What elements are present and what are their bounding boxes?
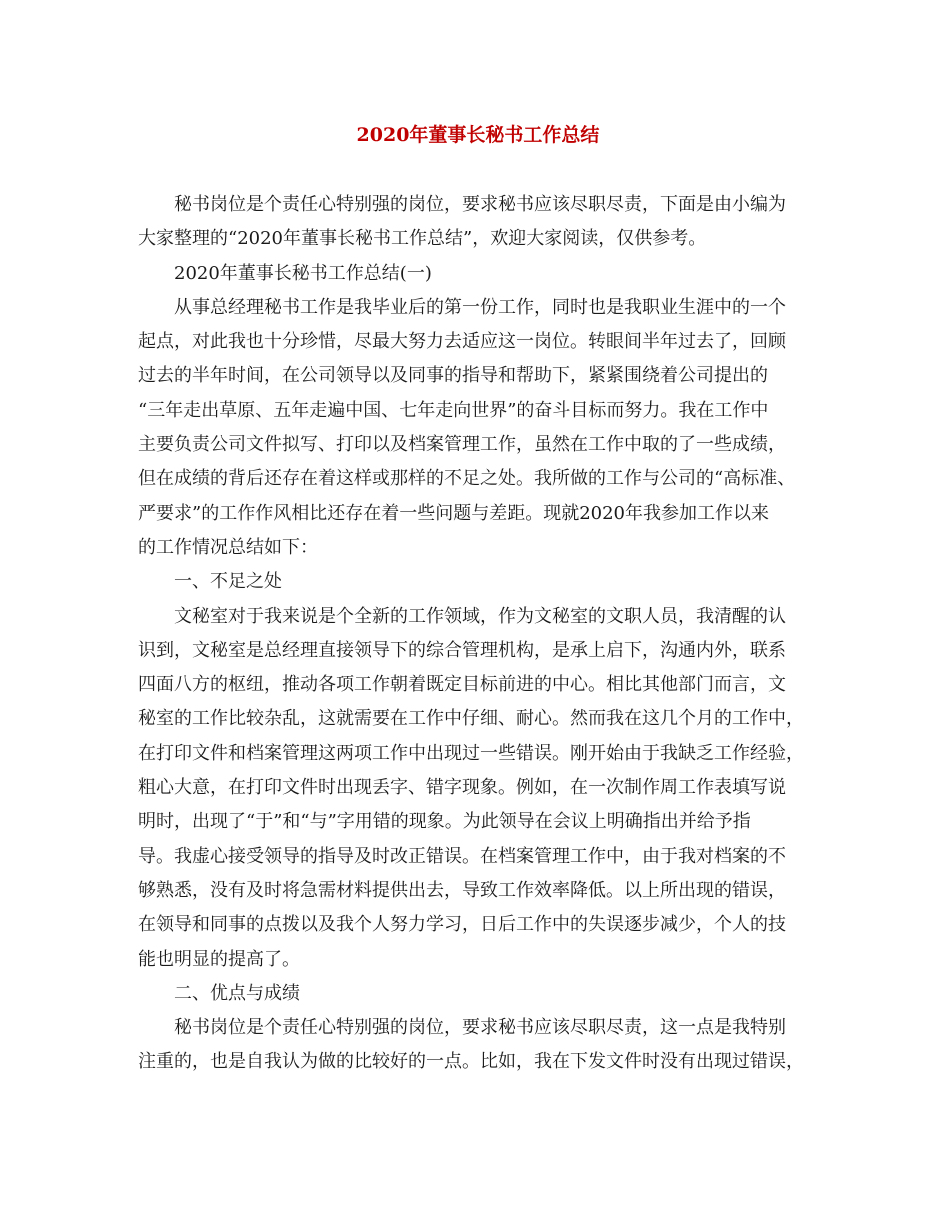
text-line: 严要求”的工作作风相比还存在着一些问题与差距。现就2020年我参加工作以来: [138, 502, 770, 524]
document-title: 2020年董事长秘书工作总结: [356, 124, 600, 146]
text-line: 起点，对此我也十分珍惜，尽最大努力去适应这一岗位。转眼间半年过去了，回顾: [138, 331, 786, 353]
text-line: “三年走出草原、五年走遍中国、七年走向世界”的奋斗目标而努力。我在工作中: [138, 399, 769, 421]
text-line: 识到，文秘室是总经理直接领导下的综合管理机构，是承上启下，沟通内外，联系: [138, 639, 786, 661]
text-line: 明时，出现了“于”和“与”字用错的现象。为此领导在会议上明确指出并给予指: [138, 811, 751, 833]
text-line: 大家整理的“2020年董事长秘书工作总结”，欢迎大家阅读，仅供参考。: [138, 228, 707, 250]
text-line: 主要负责公司文件拟写、打印以及档案管理工作，虽然在工作中取的了一些成绩，: [138, 434, 786, 456]
text-line: 一、不足之处: [174, 571, 282, 593]
text-line: 秘室的工作比较杂乱，这就需要在工作中仔细、耐心。然而我在这几个月的工作中，: [138, 708, 804, 730]
text-line: 文秘室对于我来说是个全新的工作领域，作为文秘室的文职人员，我清醒的认: [174, 605, 786, 627]
text-line: 的工作情况总结如下：: [138, 536, 318, 558]
document-body: [138, 188, 818, 1080]
text-line: 够熟悉，没有及时将急需材料提供出去，导致工作效率降低。以上所出现的错误，: [138, 879, 786, 901]
text-line: 在领导和同事的点拨以及我个人努力学习，日后工作中的失误逐步减少，个人的技: [138, 914, 786, 936]
text-line: 导。我虚心接受领导的指导及时改正错误。在档案管理工作中，由于我对档案的不: [138, 845, 786, 867]
text-line: 在打印文件和档案管理这两项工作中出现过一些错误。刚开始由于我缺乏工作经验，: [138, 742, 804, 764]
text-line: 四面八方的枢纽，推动各项工作朝着既定目标前进的中心。相比其他部门而言，文: [138, 674, 786, 696]
document-page: [138, 120, 818, 1080]
text-line: 从事总经理秘书工作是我毕业后的第一份工作，同时也是我职业生涯中的一个: [174, 296, 786, 318]
text-line: 但在成绩的背后还存在着这样或那样的不足之处。我所做的工作与公司的“高标准、: [138, 468, 796, 490]
text-line: 秘书岗位是个责任心特别强的岗位，要求秘书应该尽职尽责，这一点是我特别: [174, 1017, 786, 1039]
text-line: 注重的，也是自我认为做的比较好的一点。比如，我在下发文件时没有出现过错误，: [138, 1051, 804, 1073]
text-line: 二、优点与成绩: [174, 982, 300, 1004]
text-line: 2020年董事长秘书工作总结(一): [174, 262, 432, 284]
text-line: 过去的半年时间，在公司领导以及同事的指导和帮助下，紧紧围绕着公司提出的: [138, 365, 768, 387]
text-line: 能也明显的提高了。: [138, 948, 300, 970]
text-line: 粗心大意，在打印文件时出现丢字、错字现象。例如，在一次制作周工作表填写说: [138, 777, 786, 799]
text-line: 秘书岗位是个责任心特别强的岗位，要求秘书应该尽职尽责，下面是由小编为: [174, 194, 786, 215]
